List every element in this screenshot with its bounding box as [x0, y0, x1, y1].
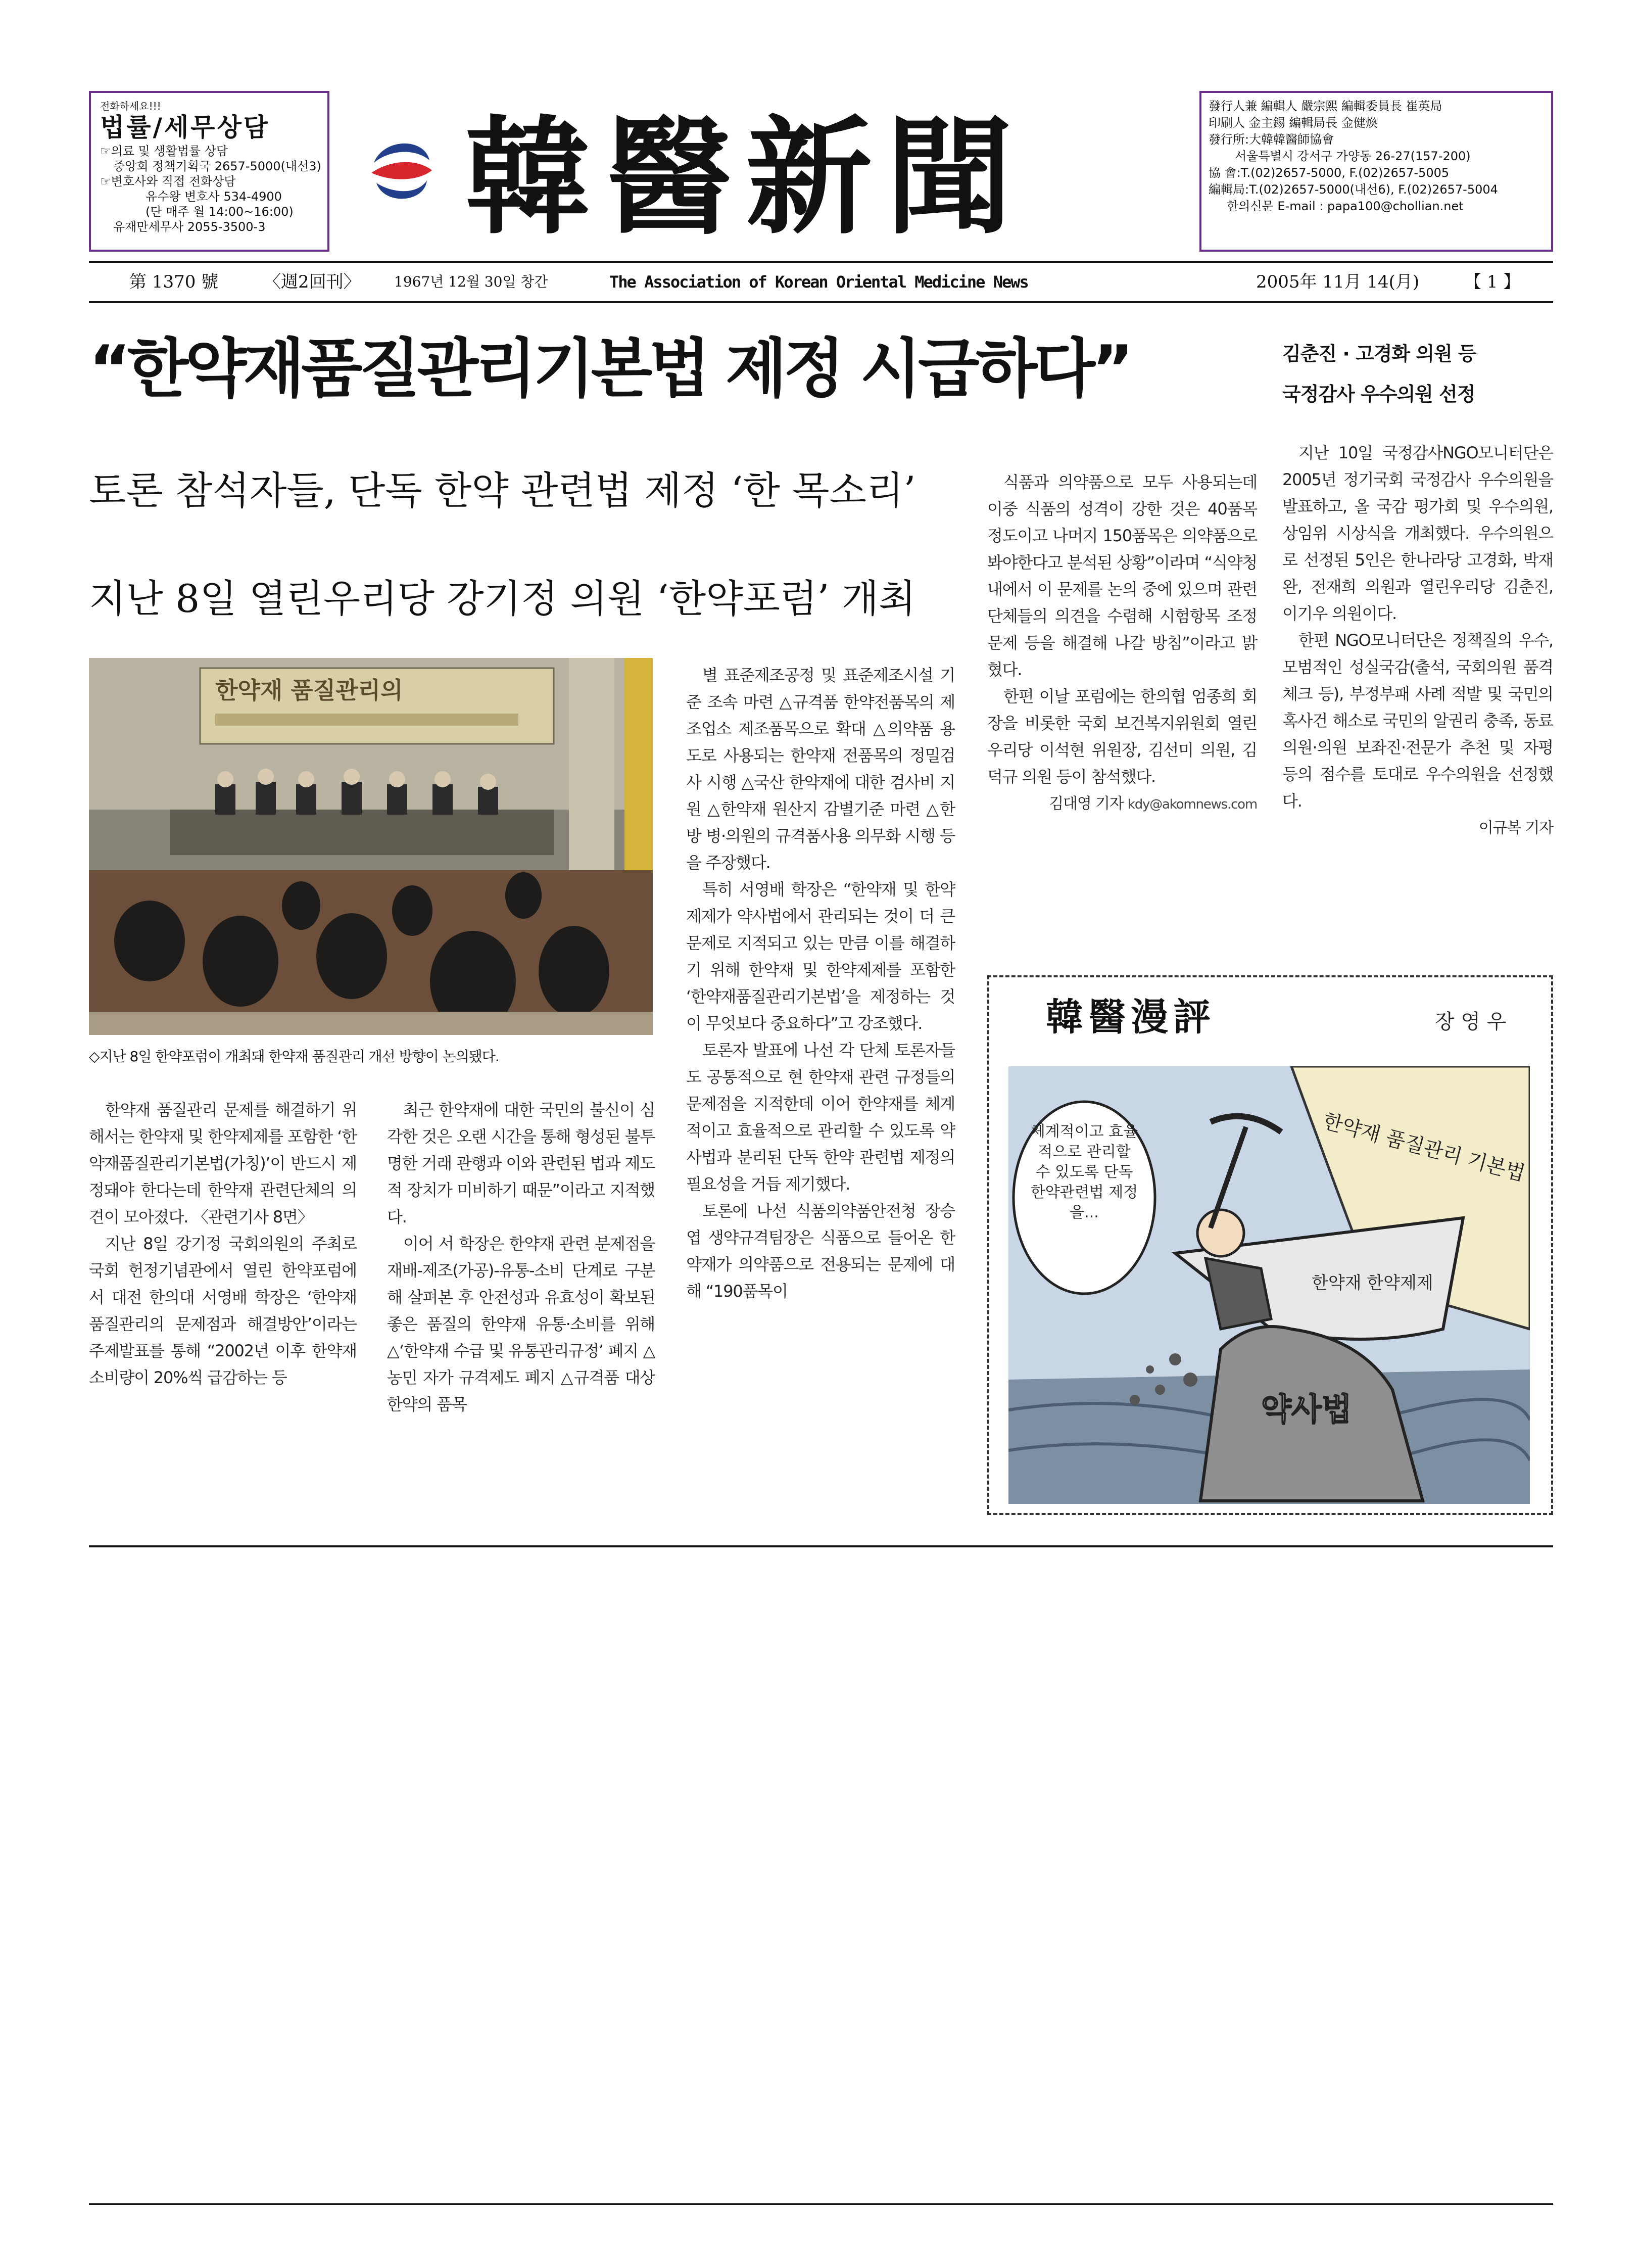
article-paragraph: 최근 한약재에 대한 국민의 불신이 심각한 것은 오랜 시간을 통해 형성된 불투명한 거래 관행과 이와 관련된 법과 제도적 장치가 미비하기 때문”이라고 지적했다. — [387, 1100, 655, 1226]
main-headline: “한약재품질관리기본법 제정 시급하다” — [89, 332, 1130, 406]
cartoon-illustration — [1008, 1066, 1530, 1504]
cartoon-rock-text: 약사법 — [1261, 1391, 1352, 1428]
legal-box-note: 전화하세요!!! — [100, 100, 161, 112]
ko-oriental-medicine-logo-icon — [364, 132, 440, 208]
legal-box-line: ☞변호사와 직접 전화상담 — [100, 174, 236, 188]
publisher-line: 한의신문 E-mail : papa100@chollian.net — [1227, 199, 1464, 213]
top-rule — [89, 261, 1553, 263]
article-column-2 — [387, 1097, 655, 1418]
article-paragraph: 식품과 의약품으로 모두 사용되는데 이중 식품의 성격이 강한 것은 40품목 정도이고 나머지 150품목은 의약품으로 봐야한다고 분석된 상황”이라며 “식약청 내에서 이 문제를 논의 중에 있으며 관련 단체들의 의견을 수렴해 시험항목 조정 문제 등을 해결해 나갈 방침”이라고 밝혔다. — [987, 472, 1257, 679]
issue-number: 第 1370 號 — [129, 272, 219, 292]
article-paragraph: 토론자 발표에 나선 각 단체 토론자들도 공통적으로 현 한약재 관련 규정들의 문제점을 지적한데 이어 한약재를 체계적이고 효율적으로 관리할 수 있도록 약사법과 분리된 단독 한약 관련법 제정의 필요성을 거듭 제기했다. — [686, 1041, 955, 1194]
folio-bottom-rule — [89, 301, 1553, 303]
english-title: The Association of Korean Oriental Medicine News — [609, 272, 1028, 292]
legal-box-line: (단 매주 월 14:00~16:00) — [146, 205, 294, 219]
sidebar-paragraph: 지난 10일 국정감사NGO모니터단은 2005년 정기국회 국정감사 우수의원을 발표하고, 올 국감 평가회 및 우수의원, 상임위 시상식을 개최했다. 우수의원으로 선정된 5인은 한나라당 고경화, 박재완, 전재희 의원과 열린우리당 김춘진, 이기우 의원이다. — [1282, 443, 1553, 623]
photo-caption: ◇지난 8일 한약포럼이 개최돼 한약재 품질관리 개선 방향이 논의됐다. — [89, 1048, 499, 1065]
subheadline-1: 토론 참석자들, 단독 한약 관련법 제정 ‘한 목소리’ — [89, 468, 916, 513]
masthead-title: 韓醫新聞 — [465, 103, 1027, 251]
publisher-line: 發行人兼 編輯人 嚴宗熙 編輯委員長 崔英局 — [1209, 99, 1442, 113]
publisher-line: 協 會:T.(02)2657-5000, F.(02)2657-5005 — [1209, 166, 1450, 180]
legal-box-line: 중앙회 정책기획국 2657-5000(내선3) — [113, 159, 321, 173]
legal-consult-box — [89, 91, 329, 252]
sidebar-byline: 이규복 기자 — [1478, 819, 1553, 837]
page-bottom-rule — [89, 2203, 1553, 2205]
cartoon-bubble-text: 체계적이고 효율적으로 관리할 수 있도록 단독 한약관련법 제정을... — [1030, 1123, 1138, 1221]
byline-email: kdy@akomnews.com — [1127, 797, 1257, 812]
article-column-4 — [987, 469, 1257, 818]
issue-frequency: 〈週2回刊〉 — [264, 272, 361, 292]
cartoon-sail-text: 한약재 품질관리 기본법 — [1320, 1109, 1528, 1186]
subheadline-2: 지난 8일 열린우리당 강기정 의원 ‘한약포럼’ 개최 — [89, 576, 916, 621]
byline-name: 김대영 기자 — [1049, 795, 1124, 813]
legal-box-title: 법률/세무상담 — [100, 113, 270, 142]
legal-box-line: ☞의료 및 생활법률 상담 — [100, 144, 228, 158]
article-paragraph: 한약재 품질관리 문제를 해결하기 위해서는 한약재 및 한약제제를 포함한 ‘한약재품질관리기본법(가칭)’이 반드시 제정돼야 한다는데 한약재 관련단체의 의견이 모아졌다. 〈관련기사 8면〉 — [89, 1100, 357, 1226]
founded-date: 1967년 12월 30일 창간 — [394, 273, 548, 290]
sidebar-column — [1282, 440, 1553, 841]
cartoon-title: 韓醫漫評 — [1046, 996, 1216, 1039]
photo-banner-text: 한약재 품질관리의 — [215, 677, 403, 704]
article-paragraph: 별 표준제조공정 및 표준제조시설 기준 조속 마련 △규격품 한약전품목의 제조업소 제조품목으로 확대 △의약품 용도로 사용되는 한약재 전품목의 정밀검사 시행 △국산 한약재에 대한 검사비 지원 △한약재 원산지 감별기준 마련 △한방 병·의원의 규격품사용 의무화 시행 등을 주장했다. — [686, 666, 955, 872]
page-number: 【 1 】 — [1464, 272, 1521, 292]
publisher-line: 編輯局:T.(02)2657-5000(내선6), F.(02)2657-5004 — [1209, 182, 1498, 197]
sidebar-headline-1: 김춘진 · 고경화 의원 등 — [1282, 343, 1476, 365]
forum-photo — [89, 658, 653, 1035]
legal-box-line: 유재만세무사 2055-3500-3 — [113, 220, 266, 234]
sidebar-headline — [1282, 334, 1555, 414]
sidebar-headline-2: 국정감사 우수의원 선정 — [1282, 383, 1475, 405]
article-column-1 — [89, 1097, 357, 1391]
article-paragraph: 한편 이날 포럼에는 한의협 엄종희 회장을 비롯한 국회 보건복지위원회 열린우리당 이석현 위원장, 김선미 의원, 김덕규 의원 등이 참석했다. — [987, 687, 1257, 786]
publisher-line: 發行所:大韓韓醫師協會 — [1209, 132, 1334, 147]
article-paragraph: 지난 8일 강기정 국회의원의 주최로 국회 헌정기념관에서 열린 한약포럼에서 대전 한의대 서영배 학장은 ‘한약재 품질관리의 문제점과 해결방안’이라는 주제발표를 통해 “2002년 이후 한약재 소비량이 20%씩 급감하는 등 — [89, 1234, 357, 1387]
publisher-line: 서울특별시 강서구 가양동 26-27(157-200) — [1235, 149, 1471, 163]
folio-bar — [89, 264, 1553, 300]
cartoon-bow-text: 한약재 한약제제 — [1312, 1273, 1433, 1293]
article-bottom-rule — [89, 1545, 1553, 1547]
article-column-3 — [686, 662, 955, 1305]
article-paragraph: 특히 서영배 학장은 “한약재 및 한약제제가 약사법에서 관리되는 것이 더 큰 문제로 지적되고 있는 만큼 이를 해결하기 위해 한약재 및 한약제제를 포함한 ‘한약재품질관리기본법’을 제정하는 것이 무엇보다 중요하다”고 강조했다. — [686, 880, 955, 1033]
article-paragraph: 토론에 나선 식품의약품안전청 장승엽 생약규격팀장은 식품으로 들어온 한약재가 의약품으로 전용되는 문제에 대해 “190품목이 — [686, 1201, 955, 1301]
publisher-line: 印刷人 金主錫 編輯局長 金健煥 — [1209, 116, 1378, 130]
cartoon-artist: 장 영 우 — [1435, 1010, 1507, 1033]
article-byline — [987, 790, 1257, 818]
sidebar-paragraph: 한편 NGO모니터단은 정책질의 우수, 모범적인 성실국감(출석, 국회의원 품격 체크 등), 부정부패 사례 적발 및 국민의혹사건 해소로 국민의 알권리 충족, 동료의원·의원 보좌진·전문가 추천 및 자평 등의 점수를 토대로 우수의원을 선정했다. — [1282, 631, 1553, 811]
publisher-box — [1199, 91, 1553, 252]
issue-date: 2005年 11月 14(月) — [1256, 272, 1420, 292]
legal-box-line: 유수왕 변호사 534-4900 — [146, 190, 282, 204]
article-paragraph: 이어 서 학장은 한약재 관련 분제점을 재배-제조(가공)-유통-소비 단계로 구분해 살펴본 후 안전성과 유효성이 확보된 좋은 품질의 한약재 유통·소비를 위해 △‘한약재 수급 및 유통관리규정’ 폐지 △농민 자가 규격제도 폐지 △규격품 대상 한약의 품목 — [387, 1234, 655, 1414]
